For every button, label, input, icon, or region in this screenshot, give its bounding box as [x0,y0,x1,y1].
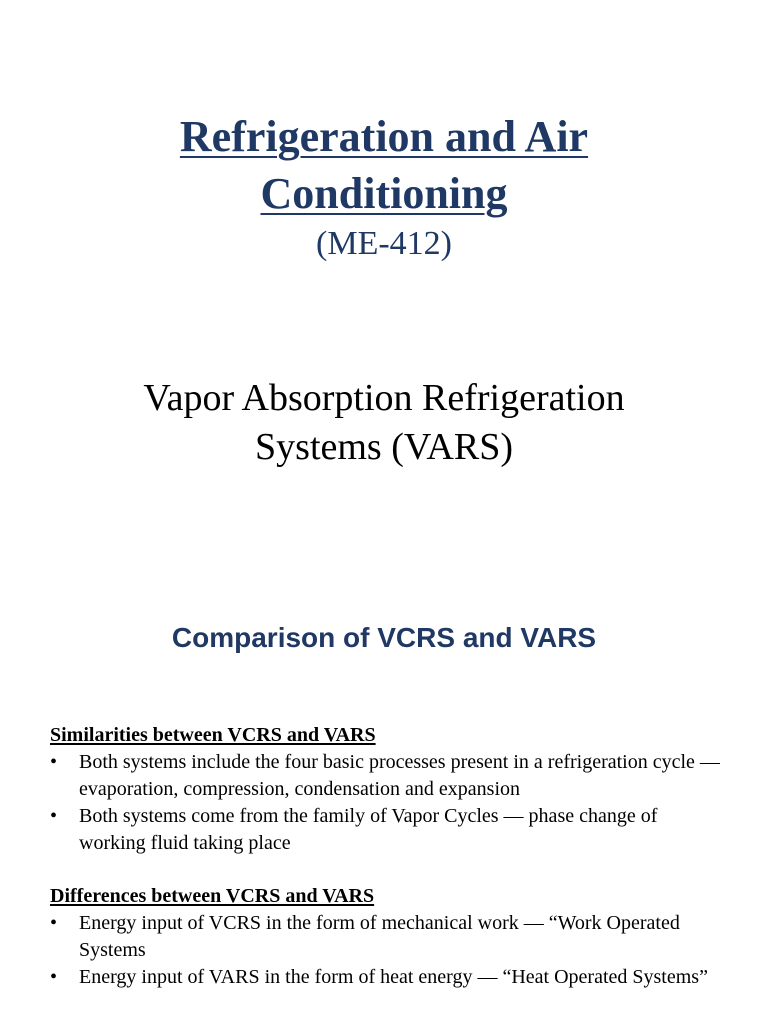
list-item-text: Both systems come from the family of Vapor Cycles — phase change of working fluid taking place [79,805,658,854]
bullet-marker: • [50,805,58,827]
similarities-list [50,749,720,857]
similarities-heading: Similarities between VCRS and VARS [50,724,376,746]
page-title-line-1: Refrigeration and Air [179,112,589,161]
similarities-group [50,722,720,857]
page-title [0,108,768,222]
list-item-text: Both systems include the four basic processes present in a refrigeration cycle — evaporation, compression, condensation and expansion [79,751,720,800]
comparison-content [50,722,720,991]
section-heading: Comparison of VCRS and VARS [171,622,597,653]
differences-list [50,910,720,991]
list-item [50,910,720,964]
list-item [50,803,720,857]
bullet-marker: • [50,751,58,773]
bullet-marker: • [50,966,58,988]
lecture-subtitle-line-1: Vapor Absorption Refrigeration [143,377,625,419]
bullet-marker: • [50,912,58,934]
title-block [0,108,768,264]
list-item-text: Energy input of VCRS in the form of mechanical work — “Work Operated Systems [79,912,680,961]
differences-heading: Differences between VCRS and VARS [50,885,375,907]
list-item-text: Energy input of VARS in the form of heat energy — “Heat Operated Systems” [79,966,708,988]
page-title-line-2: Conditioning [260,169,508,218]
lecture-subtitle [0,374,768,472]
list-item [50,964,720,991]
lecture-subtitle-line-2: Systems (VARS) [255,426,513,468]
course-code: (ME-412) [316,225,452,262]
list-item [50,749,720,803]
differences-group [50,883,720,991]
